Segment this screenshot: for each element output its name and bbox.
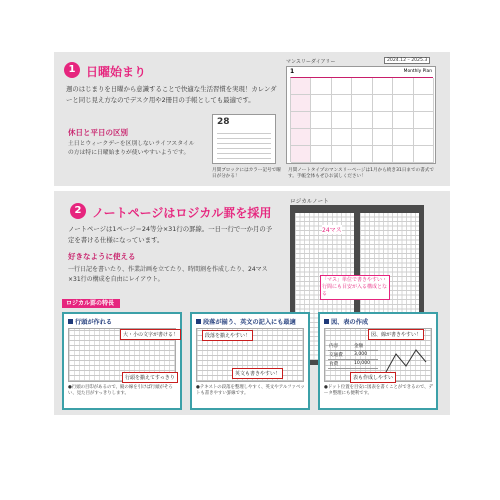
card-1-title: 行頭が作れる <box>68 317 112 326</box>
section-2-subbody: 一行日記を書いたり、作業計画を立てたり、時間割を作成したり、24マス×31行の構成を自由にレイアウト。 <box>68 266 268 283</box>
calendar-cell <box>311 146 331 163</box>
calendar-cell <box>311 129 331 146</box>
calendar-cell <box>414 112 434 129</box>
calendar-cell <box>332 129 352 146</box>
notebook-note: 「マス」単位で書きやすい・行間にも目安が入る構成となる <box>320 275 390 300</box>
calendar-cell <box>352 78 372 95</box>
calendar-cell <box>291 78 311 95</box>
card-3-title: 図、表の作成 <box>324 317 368 326</box>
notebook-label: ロジカルノート <box>290 199 329 205</box>
calendar-cell <box>373 146 393 163</box>
calendar-cell <box>332 112 352 129</box>
calendar-cell <box>393 146 413 163</box>
thumbnail-lines <box>217 131 271 159</box>
diary-label: Monthly Plan <box>403 69 432 74</box>
section-2-title: ノートページはロジカル罫を採用 <box>92 206 272 220</box>
table-cell: 10,000 <box>354 361 371 366</box>
card-1-callout-1: 大・小の文字が書ける！ <box>120 329 181 340</box>
calendar-cell <box>373 78 393 95</box>
diary-thumbnail <box>212 114 276 164</box>
card-2-text: ●テキストの段落を整理しやすく、英文やアルファベットも書きやすい罫線です。 <box>196 385 305 396</box>
calendar-cell <box>414 129 434 146</box>
card-3-callout-2: 表も作成しやすい <box>350 372 396 383</box>
calendar-cell <box>414 146 434 163</box>
table-cell: 内容 <box>329 344 339 349</box>
calendar-cell <box>291 112 311 129</box>
card-2-title: 段落が揃う、英文の記入にも最適 <box>196 317 296 326</box>
table-cell: 交通費 <box>329 353 343 358</box>
card-1-text: ●行頭の目印があるので、縦の線を引けば行頭がそろい、見た目がすっきりします。 <box>68 385 173 396</box>
step-number-2: 2 <box>70 203 86 219</box>
calendar-cell <box>414 78 434 95</box>
calendar-cell <box>393 112 413 129</box>
caption-left: 月間ブロックにはカラー記号で曜日が分かる！ <box>212 168 281 180</box>
table-cell: 金額 <box>354 344 364 349</box>
calendar-cell <box>373 112 393 129</box>
calendar-cell <box>311 95 331 112</box>
section-2-subheading: 好きなように使える <box>68 252 136 261</box>
section-1-subbody: 土日とウィークデーを区別しないライフスタイルの方は特に日曜始まりが使いやすいようです。 <box>68 141 195 157</box>
card-2-callout-1: 段落を揃えやすい！ <box>202 330 253 341</box>
caption-right: 月間ノートタイプのマンスリーページは1月から続き31日までの書式です。手帳全体もぜひお試しください！ <box>288 168 434 180</box>
section-1-subheading: 休日と平日の区別 <box>68 128 128 137</box>
section-1-body: 週のはじまりを日曜から意識することで快適な生活習慣を実現！カレンダーと同じ見え方なのでデスク用や2冊目の手帳としても最適です。 <box>66 85 277 104</box>
diary-title: マンスリーダイアリー <box>286 59 336 65</box>
thumbnail-number: 28 <box>217 117 230 127</box>
calendar-cell <box>332 95 352 112</box>
calendar-cell <box>393 129 413 146</box>
table-cell: 3,000 <box>354 352 368 357</box>
monthly-diary <box>286 66 436 164</box>
calendar-cell <box>352 112 372 129</box>
card-1-callout-2: 行頭を揃えてすっきり <box>122 372 178 383</box>
calendar-cell <box>414 95 434 112</box>
card-2-callout-2: 英文も書きやすい！ <box>232 368 283 379</box>
calendar-cell <box>311 78 331 95</box>
calendar-cell <box>373 95 393 112</box>
feature-card-2 <box>190 312 310 410</box>
calendar-cell <box>373 129 393 146</box>
diary-period: 2024.12 – 2025.3 <box>384 57 430 64</box>
calendar-cell <box>291 95 311 112</box>
diary-calendar-grid <box>290 77 433 162</box>
features-bar: ロジカル罫の特長 <box>62 299 120 308</box>
calendar-cell <box>291 129 311 146</box>
table-row <box>328 360 378 369</box>
feature-card-1 <box>62 312 182 410</box>
step-number-1: 1 <box>64 62 80 78</box>
table-row <box>328 351 378 360</box>
calendar-cell <box>352 146 372 163</box>
section-2-body: ノートページは1ページ＝24等分×31行の罫線。一日一行で一か月の予定を書ける仕様になっています。 <box>68 225 273 244</box>
calendar-cell <box>393 78 413 95</box>
calendar-cell <box>352 129 372 146</box>
calendar-cell <box>311 112 331 129</box>
card-3-text: ●ドット位置を目安に図表を書くことができるので、データ整理にも便利です。 <box>324 385 433 396</box>
table-row <box>328 342 378 351</box>
card-3-table <box>328 342 378 369</box>
notebook-tag: 24マス <box>322 227 342 234</box>
card-3-callout-1: 図、線が書きやすい！ <box>368 329 424 340</box>
calendar-cell <box>291 146 311 163</box>
table-cell: 食費 <box>329 362 339 367</box>
diary-month: 1 <box>290 68 295 75</box>
section-1-title: 日曜始まり <box>86 65 147 79</box>
calendar-cell <box>393 95 413 112</box>
calendar-cell <box>352 95 372 112</box>
calendar-cell <box>332 78 352 95</box>
calendar-cell <box>332 146 352 163</box>
feature-card-3 <box>318 312 438 410</box>
